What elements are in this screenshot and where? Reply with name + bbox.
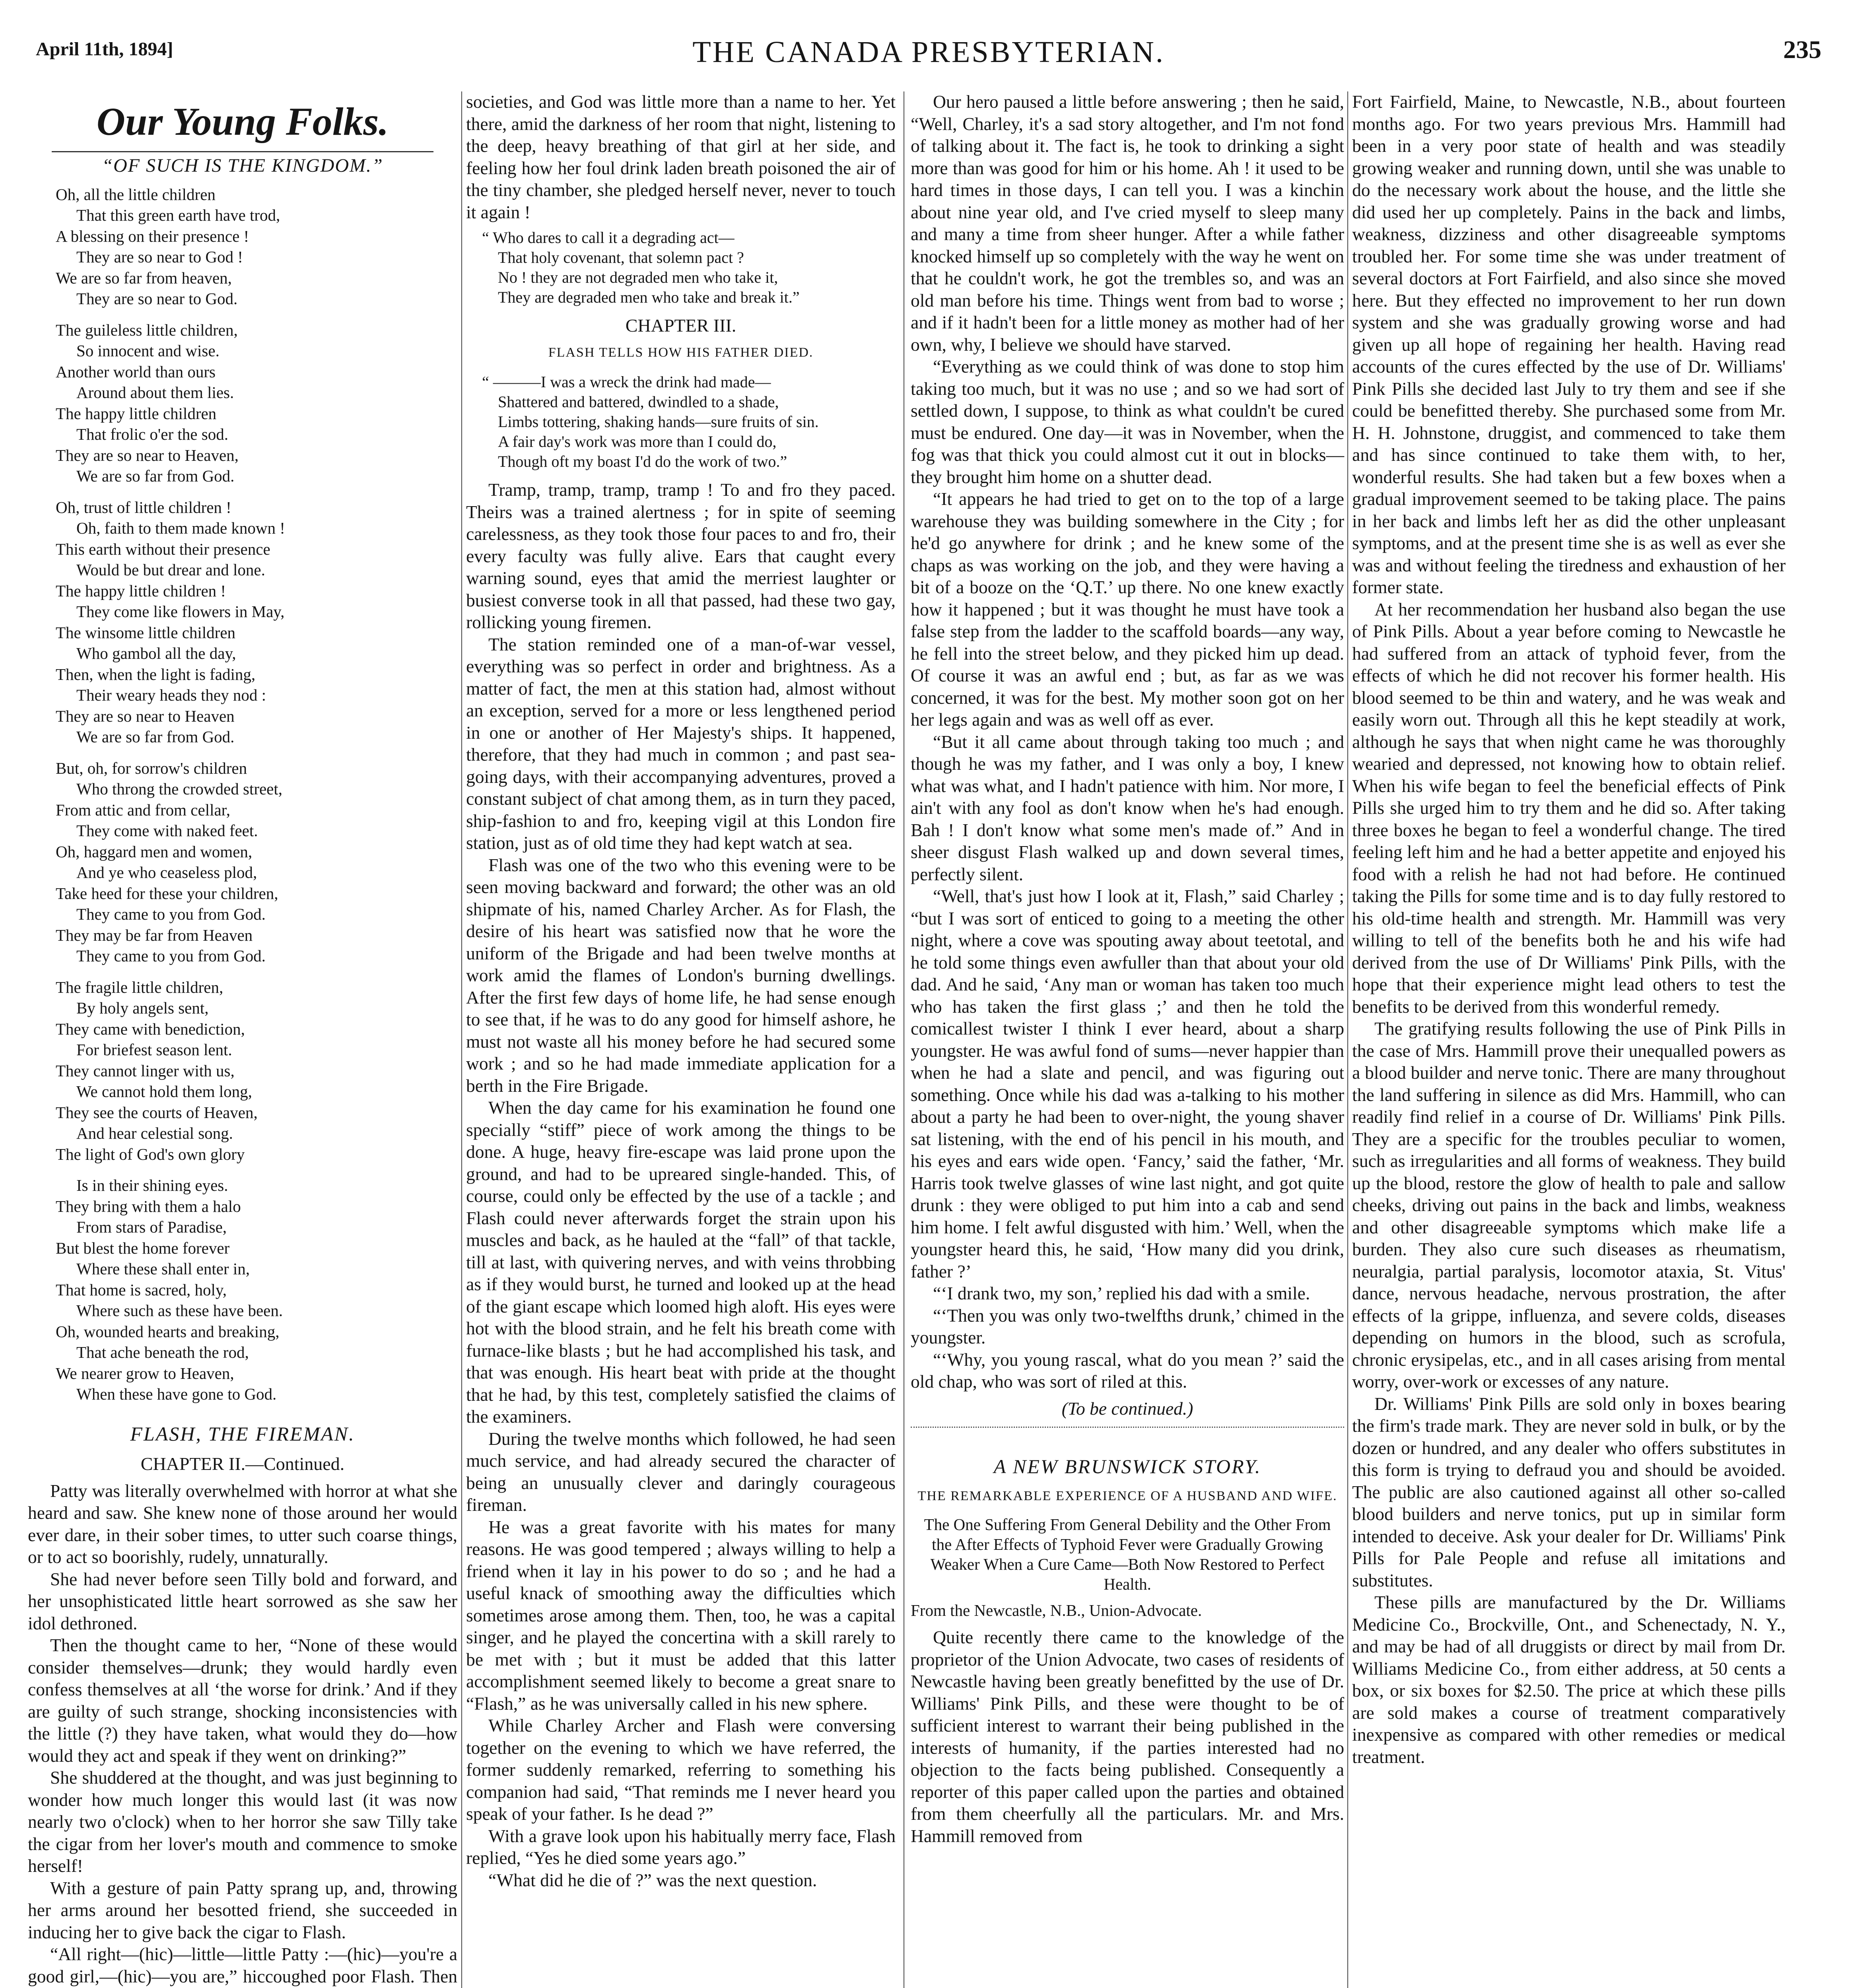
- paragraph: With a gesture of pain Patty sprang up, and, throwing her arms around her besotted friend, she succeeded in inducing her to give back the cigar to Flash.: [28, 1877, 457, 1942]
- poem-line: But blest the home forever: [56, 1239, 230, 1257]
- poem-line: They came to you from God.: [76, 905, 266, 923]
- poem-line: Oh, all the little children: [56, 185, 216, 204]
- paragraph: “It appears he had tried to get on to the top of a large warehouse they was building somewhere in the City ; for he'd go anywhere for drink ; and he knew some of the chaps as was working on the job, and they were having a bit of a booze on the ‘Q.T.’ up there. No one knew exactly how it happened ; but it was thought he must have took a false step from the ladder to the scaffold boards—any way, he fell into the street below, and they picked him up dead. Of course it was an awful end ; but, as far as we was concerned, it was for the best. My mother soon got on her her legs again and was as well off as ever.: [911, 489, 1344, 730]
- poem-stanza: [56, 184, 457, 309]
- poem-line: From attic and from cellar,: [56, 800, 230, 819]
- poem-line: The happy little children !: [56, 581, 226, 600]
- poem-line: Take heed for these your children,: [56, 884, 278, 903]
- column-3-text: [911, 91, 1344, 1393]
- poem-stanza: [56, 758, 457, 967]
- ad-source-line: From the Newcastle, N.B., Union-Advocate.: [911, 1601, 1202, 1619]
- poem: [56, 184, 457, 1405]
- poem-line: The guileless little children,: [56, 320, 238, 339]
- poem-line: The happy little children: [56, 404, 217, 423]
- paragraph: At her recommendation her husband also began the use of Pink Pills. About a year before coming to Newcastle he had suffered from an attack of typhoid fever, from the effects of which he did not recover his former health. His blood seemed to be thin and watery, and he was weak and easily worn out. Through all this he kept steadily at work, although he says that when night came he was thoroughly wearied and depressed, not knowing how to obtain relief. When his wife began to feel the beneficial effects of Pink Pills she urged him to try them and he did so. After taking three boxes he began to feel a wonderful change. The tired feeling left him and he had a better appetite and enjoyed his food with a relish he had not had before. He continued taking the Pills for some time and is to day fully restored to his old-time health and strength. Mr. Hammill was very willing to tell of the benefits both he and his wife had derived from the use of Dr Williams' Pink Pills, with the hope that their experience might lead others to test the benefits to be derived from this wonderful remedy.: [1352, 599, 1786, 1017]
- paragraph: While Charley Archer and Flash were conversing together on the evening to which we have referred, the former suddenly remarked, referring to something his companion had said, “That reminds me I never heard you speak of your father. Is he dead ?”: [466, 1715, 896, 1824]
- poem-line: The winsome little children: [56, 623, 236, 642]
- poem-line: We are so far from God.: [76, 728, 235, 746]
- column-rule-3: [1347, 91, 1348, 1988]
- column-2-text-b: [466, 479, 896, 1891]
- paragraph: Tramp, tramp, tramp, tramp ! To and fro they paced. Theirs was a trained alertness ; for in spite of seeming carelessness, as they took those four paces to and fro, their every faculty was fully alive. Ears that caught every warning sound, eyes that amid the merriest laughter or busiest converse took in all that passed, had these two gay, rollicking young firemen.: [466, 480, 896, 632]
- paragraph: Fort Fairfield, Maine, to Newcastle, N.B., about fourteen months ago. For two years previous Mrs. Hammill had been in a very poor state of health and was steadily growing weaker and running down, until she was unable to do the necessary work about the house, and the little she did used her up completely. Pains in the back and limbs, weakness, dizziness and other disagreeable symptoms troubled her. For some time she was under treatment of several doctors at Fort Fairfield, and also since she moved here. But they effected no improvement to her run down system and she was gradually growing worse and had given up all hope of regaining her health. Having read accounts of the cures effected by the use of Dr. Williams' Pink Pills she decided last July to try them and see if she could be benefitted thereby. She purchased some from Mr. H. H. Johnstone, druggist, and commenced to take them and has since continued to take them with, to her, wonderful results. She had taken but a few boxes when a gradual improvement seemed to be taking place. The pains in her back and limbs left her as did the other unpleasant symptoms, and at the present time she is as well as ever she was and without feeling the tiredness and exhaustion of her former state.: [1352, 91, 1786, 597]
- paragraph: The station reminded one of a man-of-war vessel, everything was so perfect in order and brightness. As a matter of fact, the men at this station had, almost without an exception, served for a more or less lengthened period in one or another of Her Majesty's ships. It happened, therefore, that they had much in common ; and past sea-going days, with their accompanying adventures, proved a constant subject of chat among them, as in turn they paced, ship-fashion to and fro, keeping vigil at this London fire station, just as of old time they had kept watch at sea.: [466, 634, 896, 853]
- paragraph: “‘Then you was only two-twelfths drunk,’ chimed in the youngster.: [911, 1305, 1344, 1347]
- poem-line: We nearer grow to Heaven,: [56, 1364, 234, 1382]
- poem-line: That this green earth have trod,: [76, 206, 280, 224]
- paragraph: “What did he die of ?” was the next question.: [488, 1870, 817, 1890]
- poem-line: They cannot linger with us,: [56, 1061, 235, 1080]
- verse-line: “ ———I was a wreck the drink had made—: [482, 373, 771, 391]
- story-title: FLASH, THE FIREMAN.: [130, 1422, 355, 1445]
- poem-line: Around about them lies.: [76, 383, 234, 402]
- poem-line: We are so far from God.: [76, 467, 235, 485]
- verse-line: Shattered and battered, dwindled to a shade,: [498, 393, 779, 411]
- ad-deck: The One Suffering From General Debility and the Other From the After Effects of Typhoid Fever were Gradually Growing Weaker When a Cure Came—Both Now Restored to Perfect Health.: [924, 1515, 1331, 1593]
- poem-line: Where these shall enter in,: [76, 1260, 250, 1278]
- paragraph: Then the thought came to her, “None of these would consider themselves—drunk; they would hardly even confess themselves at all ‘the worse for drink.’ And if they are guilty of such strange, shocking inconsistencies with the little (?) they have taken, what would they do—how would they act and speak if they went on drinking?”: [28, 1635, 457, 1766]
- poem-line: They see the courts of Heaven,: [56, 1103, 258, 1122]
- paragraph: Our hero paused a little before answering ; then he said, “Well, Charley, it's a sad story altogether, and I'm not fond of talking about it. The fact is, he took to drinking a sight more than was good for him or his home. Ah ! it used to be hard times in those days, I can tell you. I was a kinchin about nine year old, and I've cried myself to sleep many and many a time from sheer hunger. After a while father knocked himself up so completely with the way he went on that he couldn't work, he got the trembles so, and was an old man before his time. Things went from bad to worse ; and if it hadn't been for a little money as mother had of her own, why, I believe we should have starved.: [911, 91, 1344, 355]
- verse-line: No ! they are not degraded men who take it,: [498, 268, 778, 286]
- paragraph: Patty was literally overwhelmed with horror at what she heard and saw. She knew none of those around her would ever dare, in their sober times, to utter such coarse things, or to act so boorishly, rudely, unnaturally.: [28, 1480, 457, 1567]
- ad-column-4-text: [1352, 91, 1786, 1768]
- paragraph: She had never before seen Tilly bold and forward, and her unsophisticated little heart sorrowed as she saw her idol dethroned.: [28, 1569, 457, 1633]
- paragraph: societies, and God was little more than a name to her. Yet there, amid the darkness of her room that night, listening to the deep, heavy breathing of that girl at her side, and feeling how her foul drink laden breath poisoned the air of the tiny chamber, she pledged herself never, never to touch it again !: [466, 91, 896, 222]
- poem-line: Oh, wounded hearts and breaking,: [56, 1322, 280, 1341]
- poem-line: But, oh, for sorrow's children: [56, 759, 247, 777]
- chapter-2-heading: CHAPTER II.—Continued.: [140, 1454, 345, 1474]
- column-2: [466, 91, 896, 1891]
- poem-line: That home is sacred, holy,: [56, 1280, 227, 1299]
- paragraph: During the twelve months which followed, he had seen much service, and had already secured the character of being an unusually clever and daringly courageous fireman.: [466, 1428, 896, 1515]
- quoted-verse-2: [482, 372, 896, 472]
- section-masthead: Our Young Folks.: [96, 99, 389, 144]
- poem-line: Another world than ours: [56, 362, 216, 381]
- paragraph: When the day came for his examination he found one specially “stiff” piece of work among the things to be done. A huge, heavy fire-escape was laid prone upon the ground, and had to be upreared single-handed. This, of course, could only be effected by the use of a tackle ; and Flash could never afterwards forget the strain upon his muscles and back, as he hauled at the “fall” of that tackle, till at last, with quivering nerves, and with veins throbbing as if they would burst, he turned and looked up at the head of the giant escape which loomed high aloft. His eyes were hot with the blood strain, and he felt his breath come with furnace-like blasts ; but he had accomplished his task, and that was enough. His heart beat with pride at the thought that he had, by this test, completely satisfied the claims of the examiners.: [466, 1097, 896, 1427]
- poem-line: Oh, trust of little children !: [56, 498, 231, 516]
- poem-line: Then, when the light is fading,: [56, 665, 256, 683]
- issue-date: April 11th, 1894]: [36, 39, 173, 60]
- paragraph: “Everything as we could think of was done to stop him taking too much, but it was no use ; and so we had sort of settled down, I suppose, to think as what couldn't be cured must be endured. One day—it was in November, when the fog was that thick you could almost cut it out in blocks—they brought him home on a shutter dead.: [911, 356, 1344, 487]
- page-header: [36, 35, 1821, 79]
- paragraph: “Well, that's just how I look at it, Flash,” said Charley ; “but I was sort of enticed to going to a meeting the other night, where a cove was spouting away about teetotal, and he told some things even awfuller than that about your old dad. And he said, ‘Any man or woman has taken too much who has taken the first glass ;’ and then he told the comicallest twister I think I ever heard, about a sharp youngster. He was awful fond of sums—never happier than when he had a slate and pencil, and was figuring out something. Once while his dad was a-talking to his mother about a party he had been to over-night, the young shaver sat listening, with the end of his pencil in his mouth, and his eyes and ears wide open. ‘Fancy,’ said the father, ‘Mr. Harris took twelve glasses of wine last night, and got quite drunk : they were obliged to put him into a cab and send him home. I felt awful disgusted with him.’ Well, when the youngster heard this, he said, ‘How many did you drink, father ?’: [911, 886, 1344, 1281]
- poem-line: They are so near to God.: [76, 289, 238, 308]
- paragraph: With a grave look upon his habitually merry face, Flash replied, “Yes he died some years ago.”: [466, 1825, 896, 1868]
- page-number: 235: [1783, 35, 1821, 64]
- newspaper-title: THE CANADA PRESBYTERIAN.: [692, 35, 1165, 69]
- poem-line: The fragile little children,: [56, 978, 223, 996]
- poem-line: They bring with them a halo: [56, 1197, 241, 1215]
- paragraph: “‘Why, you young rascal, what do you mean ?’ said the old chap, who was sort of riled at this.: [911, 1349, 1344, 1392]
- chapter-3-subtitle: FLASH TELLS HOW HIS FATHER DIED.: [548, 345, 814, 360]
- poem-line: A blessing on their presence !: [56, 227, 249, 245]
- chapter-3-heading: CHAPTER III.: [625, 315, 737, 336]
- paragraph: Flash was one of the two who this evening were to be seen moving backward and forward; the other was an old shipmate of his, named Charley Archer. As for Flash, the desire of his heart was satisfied now that he wore the uniform of the Brigade and had been twelve months at work amid the flames of London's burning dwellings. After the first few days of home life, he had sense enough to see that, if he was to do any good for himself ashore, he must not waste all his money before he had secured some work ; and so he had made immediate application for a berth in the Fire Brigade.: [466, 854, 896, 1096]
- paragraph: She shuddered at the thought, and was just beginning to wonder how much longer this would last (it was now nearly two o'clock) when to her horror she saw Tilly take the cigar from her lover's mouth and commence to smoke herself!: [28, 1767, 457, 1876]
- poem-line: Their weary heads they nod :: [76, 686, 266, 704]
- poem-line: For briefest season lent.: [76, 1041, 232, 1059]
- poem-line: That frolic o'er the sod.: [76, 425, 228, 443]
- verse-line: A fair day's work was more than I could do,: [498, 433, 777, 450]
- column-rule-1: [461, 91, 462, 1988]
- column-1-text: [28, 1480, 457, 1988]
- quoted-verse-1: [482, 228, 896, 307]
- paragraph: Quite recently there came to the knowledge of the proprietor of the Union Advocate, two cases of residents of Newcastle having been greatly benefitted by the use of Dr. Williams' Pink Pills, and these were thought to be of sufficient interest to warrant their being published in the interests of humanity, if the parties interested had no objection to the facts being published. Consequently a reporter of this paper called upon the parties and obtained from them cheerfully all the particulars. Mr. and Mrs. Hammill removed from: [911, 1627, 1344, 1846]
- paragraph: “‘I drank two, my son,’ replied his dad with a smile.: [933, 1283, 1310, 1303]
- poem-stanza: [56, 320, 457, 487]
- ad-column-3-text: [911, 1626, 1344, 1847]
- poem-stanza: [56, 497, 457, 747]
- poem-line: They come with naked feet.: [76, 821, 258, 840]
- paragraph: The gratifying results following the use of Pink Pills in the case of Mrs. Hammill prove their unequalled powers as a blood builder and nerve tonic. There are many throughout the land suffering in silence as did Mrs. Hammill, who can readily find relief in a course of Dr. Williams' Pink Pills. They are a specific for the troubles peculiar to women, such as irregularities and all forms of weakness. They build up the blood, restore the glow of health to pale and sallow cheeks, driving out pains in the back and limbs, weakness and other disagreeable symptoms which make life a burden. They also cure such diseases as rheumatism, neuralgia, partial paralysis, locomotor ataxia, St. Vitus' dance, nervous headache, nervous prostration, the after effects of la grippe, influenza, and severe colds, diseases depending on humors in the blood, such as scrofula, chronic erysipelas, etc., and in all cases arising from mental worry, over-work or excesses of any nature.: [1352, 1018, 1786, 1392]
- poem-stanza: [56, 1175, 457, 1405]
- paragraph: These pills are manufactured by the Dr. Williams Medicine Co., Brockville, Ont., and Schenectady, N. Y., and may be had of all druggists or direct by mail from Dr. Williams Medicine Co., from either address, at 50 cents a box, or six boxes for $2.50. The price at which these pills are sold makes a course of treatment comparatively inexpensive as compared with other remedies or medical treatment.: [1352, 1592, 1786, 1767]
- poem-line: Oh, faith to them made known !: [76, 519, 285, 537]
- poem-line: From stars of Paradise,: [76, 1218, 227, 1236]
- poem-line: We cannot hold them long,: [76, 1082, 252, 1101]
- poem-line: Would be but drear and lone.: [76, 561, 265, 579]
- column-4: [1352, 91, 1786, 1768]
- paragraph: He was a great favorite with his mates for many reasons. He was good tempered ; always willing to help a friend when it lay in his power to do so ; and he had a useful knack of smoothing away the difficulties which sometimes arose among them. Then, too, he was a capital singer, and he played the concertina with a skill rarely to be met with ; but it must be added that this latter accomplishment seemed likely to become a great snare to “Flash,” as he was universally called in his new sphere.: [466, 1516, 896, 1714]
- poem-line: So innocent and wise.: [76, 342, 220, 360]
- verse-line: Limbs tottering, shaking hands—sure fruits of sin.: [498, 413, 819, 431]
- paragraph: Dr. Williams' Pink Pills are sold only in boxes bearing the firm's trade mark. They are never sold in bulk, or by the dozen or hundred, and any dealer who offers substitutes in this form is trying to defraud you and should be avoided. The public are also cautioned against all other so-called blood builders and nerve tonics, put up in similar form intended to deceive. Ask your dealer for Dr. Williams' Pink Pills for Pale People and refuse all imitations and substitutes.: [1352, 1393, 1786, 1590]
- story-separator: [911, 1427, 1344, 1428]
- verse-line: That holy covenant, that solemn pact ?: [498, 248, 744, 266]
- paragraph: “But it all came about through taking too much ; and though he was my father, and I was only a boy, I knew what was what, and I hadn't patience with him. Nor more, I ain't with any fool as don't know when he's had enough. Bah ! I don't know what some men's made of.” And in sheer disgust Flash walked up and down several times, perfectly silent.: [911, 731, 1344, 884]
- poem-line: Is in their shining eyes.: [76, 1176, 228, 1194]
- ad-subtitle: THE REMARKABLE EXPERIENCE OF A HUSBAND AND WIFE.: [917, 1488, 1337, 1503]
- poem-title: “OF SUCH IS THE KINGDOM.”: [102, 155, 383, 176]
- paragraph: “All right—(hic)—little—little Patty :—(hic)—you're a good girl,—(hic)—you are,” hiccoughed poor Flash. Then: [28, 1944, 457, 1986]
- column-3: [911, 91, 1344, 1847]
- poem-line: Oh, haggard men and women,: [56, 842, 253, 861]
- poem-line: By holy angels sent,: [76, 999, 209, 1017]
- ad-title: A NEW BRUNSWICK STORY.: [993, 1455, 1261, 1477]
- poem-line: They came with benediction,: [56, 1019, 245, 1038]
- poem-line: And hear celestial song.: [76, 1124, 233, 1142]
- poem-line: Who gambol all the day,: [76, 644, 236, 662]
- verse-line: “ Who dares to call it a degrading act—: [482, 229, 735, 247]
- to-be-continued: (To be continued.): [1061, 1398, 1193, 1419]
- poem-line: The light of God's own glory: [56, 1145, 245, 1163]
- poem-stanza: [56, 977, 457, 1165]
- column-2-text-a: [466, 91, 896, 223]
- poem-line: Who throng the crowded street,: [76, 780, 283, 798]
- poem-line: This earth without their presence: [56, 540, 270, 558]
- verse-line: Though oft my boast I'd do the work of two.”: [498, 452, 787, 470]
- poem-line: Where such as these have been.: [76, 1301, 283, 1320]
- column-1: [28, 91, 457, 1988]
- poem-line: They may be far from Heaven: [56, 926, 253, 944]
- poem-line: We are so far from heaven,: [56, 268, 232, 287]
- poem-line: They came to you from God.: [76, 947, 266, 965]
- masthead-rule: [52, 151, 433, 152]
- poem-line: When these have gone to God.: [76, 1385, 277, 1403]
- poem-line: And ye who ceaseless plod,: [76, 863, 257, 881]
- verse-line: They are degraded men who take and break it.”: [498, 288, 800, 306]
- poem-line: They are so near to Heaven,: [56, 446, 239, 464]
- poem-line: They are so near to God !: [76, 248, 243, 266]
- poem-line: That ache beneath the rod,: [76, 1343, 249, 1361]
- poem-line: They are so near to Heaven: [56, 707, 235, 725]
- poem-line: They come like flowers in May,: [76, 602, 285, 621]
